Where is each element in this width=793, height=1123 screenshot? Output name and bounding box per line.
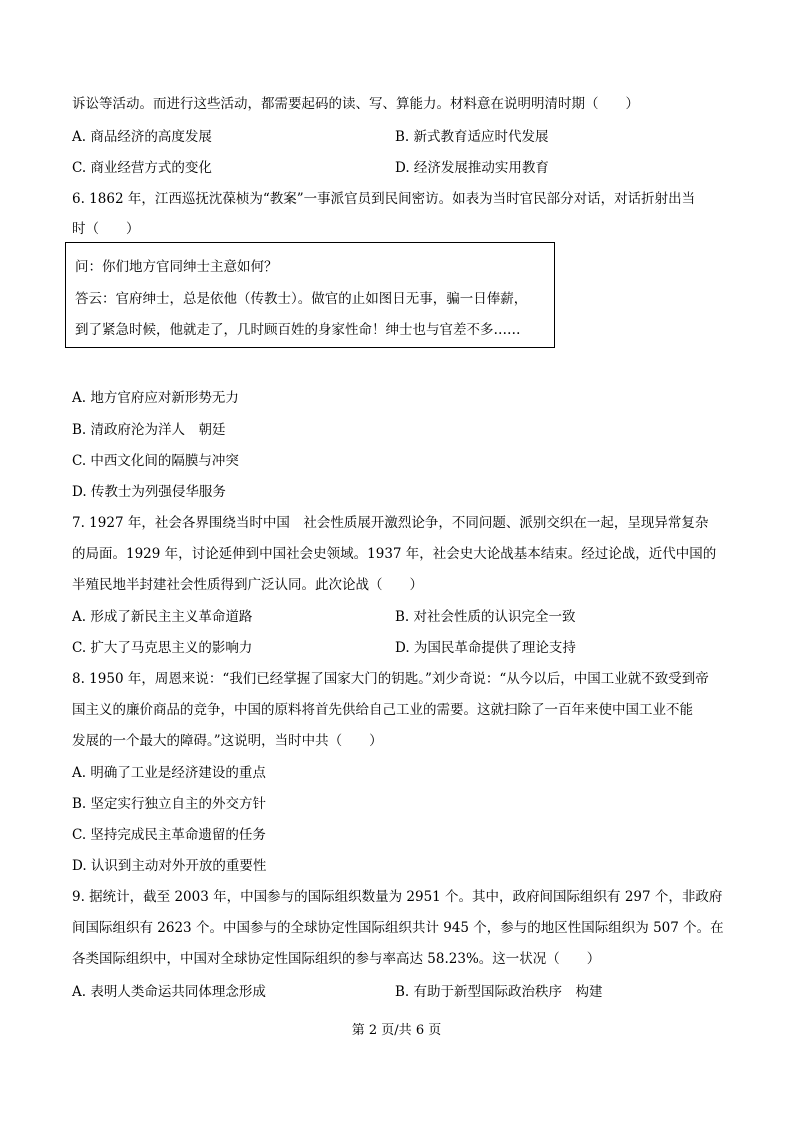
q6-dialogue-question: 问：你们地方官同绅士主意如何？	[75, 259, 278, 275]
q6-dialogue-table	[65, 242, 555, 348]
q7-option-a: A. 形成了新民主主义革命道路	[72, 609, 253, 625]
q8-stem-line2: 国主义的廉价商品的竞争，中国的原料将首先供给自己工业的需要。这就扫除了一百年来使中国工业不能	[72, 702, 693, 718]
q7-stem-line3: 半殖民地半封建社会性质得到广泛认同。此次论战（ ）	[72, 577, 423, 593]
q5-option-d: D. 经济发展推动实用教育	[395, 160, 549, 176]
q8-stem-line3: 发展的一个最大的障碍。”这说明，当时中共（ ）	[72, 733, 383, 749]
q6-option-c: C. 中西文化间的隔膜与冲突	[72, 453, 239, 469]
q6-stem-line2: 时（ ）	[72, 221, 140, 237]
q8-option-d: D. 认识到主动对外开放的重要性	[72, 858, 267, 874]
q5-option-c: C. 商业经营方式的变化	[72, 160, 212, 176]
q6-option-d: D. 传教士为列强侵华服务	[72, 484, 226, 500]
q9-stem-line3: 各类国际组织中，中国对全球协定性国际组织的参与率高达 58.23%。这一状况（ ）	[72, 951, 601, 967]
q6-option-b: B. 清政府沦为洋人 朝廷	[72, 422, 226, 438]
q8-stem-line1: 8. 1950 年，周恩来说：“我们已经掌握了国家大门的钥匙。”刘少奇说：“从今以后，中国工业就不致受到帝	[72, 671, 709, 687]
q9-option-a: A. 表明人类命运共同体理念形成	[72, 984, 266, 1000]
q9-option-b: B. 有助于新型国际政治秩序 构建	[395, 984, 603, 1000]
q9-stem-line1: 9. 据统计，截至 2003 年，中国参与的国际组织数量为 2951 个。其中，政府间国际组织有 297 个，非政府	[72, 889, 723, 905]
q8-option-b: B. 坚定实行独立自主的外交方针	[72, 796, 267, 812]
q7-stem-line1: 7. 1927 年，社会各界围绕当时中国 社会性质展开激烈论争，不同问题、派别交织在一起，呈现异常复杂	[72, 515, 709, 531]
q7-stem-line2: 的局面。1929 年，讨论延伸到中国社会史领域。1937 年，社会史大论战基本结束。经过论战，近代中国的	[72, 546, 717, 562]
q7-option-d: D. 为国民革命提供了理论支持	[395, 640, 576, 656]
q6-stem-line1: 6. 1862 年，江西巡抚沈葆桢为“教案”一事派官员到民间密访。如表为当时官民部分对话，对话折射出当	[72, 191, 696, 207]
q6-option-a: A. 地方官府应对新形势无力	[72, 390, 239, 406]
q8-option-c: C. 坚持完成民主革命遗留的任务	[72, 827, 266, 843]
page-number-footer: 第 2 页/共 6 页	[351, 1023, 442, 1038]
q5-option-a: A. 商品经济的高度发展	[72, 129, 212, 145]
q5-option-b: B. 新式教育适应时代发展	[395, 129, 549, 145]
q7-option-c: C. 扩大了马克思主义的影响力	[72, 640, 253, 656]
q6-dialogue-answer-line2: 到了紧急时候，他就走了，几时顾百姓的身家性命！绅士也与官差不多……	[75, 322, 521, 338]
q6-dialogue-answer-line1: 答云：官府绅士，总是依他（传教士）。做官的止如图日无事，骗一日俸薪，	[75, 291, 528, 307]
q8-option-a: A. 明确了工业是经济建设的重点	[72, 765, 266, 781]
q7-option-b: B. 对社会性质的认识完全一致	[395, 609, 576, 625]
q5-stem-tail: 诉讼等活动。而进行这些活动，都需要起码的读、写、算能力。材料意在说明明清时期（ ）	[72, 96, 639, 112]
q9-stem-line2: 间国际组织有 2623 个。中国参与的全球协定性国际组织共计 945 个，参与的地区性国际组织为 507 个。在	[72, 920, 724, 936]
